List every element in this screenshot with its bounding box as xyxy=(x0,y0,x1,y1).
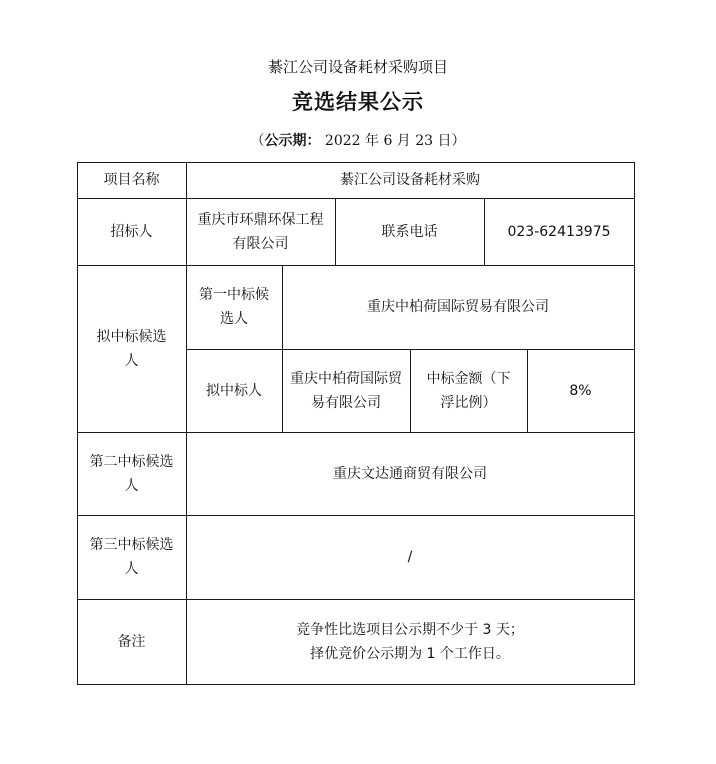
remarks-label: 备注 xyxy=(117,633,146,650)
third-candidate-label: 第三中标候选人 xyxy=(89,537,174,577)
date-label: 公示期： xyxy=(264,133,321,149)
contact-phone-label: 联系电话 xyxy=(381,223,438,240)
third-candidate-value: / xyxy=(407,549,413,565)
second-candidate-value: 重庆文达通商贸有限公司 xyxy=(333,465,487,482)
tenderer-label: 招标人 xyxy=(110,223,153,240)
bid-amount-value: 8% xyxy=(569,382,592,399)
first-candidate-value: 重庆中柏荷国际贸易有限公司 xyxy=(367,299,549,315)
publicity-date xyxy=(0,130,716,150)
first-candidate-label: 第一中标候选人 xyxy=(199,287,269,327)
bid-amount-label: 中标金额（下浮比例） xyxy=(426,370,511,411)
second-candidate-label: 第二中标候选人 xyxy=(89,453,174,494)
date-prefix: （ xyxy=(250,133,265,149)
contact-phone-value: 023-62413975 xyxy=(507,223,611,240)
proposed-winner-value: 重庆中柏荷国际贸易有限公司 xyxy=(290,370,402,411)
remarks-line-1: 竞争性比选项目公示期不少于 3 天； xyxy=(296,621,524,638)
remarks-line-2: 择优竞价公示期为 1 个工作日。 xyxy=(310,645,510,662)
date-value: 2022 年 6 月 23 日 xyxy=(320,133,452,149)
table-border-right xyxy=(634,162,635,685)
project-name-value: 綦江公司设备耗材采购 xyxy=(340,172,480,188)
remarks-value xyxy=(186,599,634,684)
date-suffix: ） xyxy=(451,133,466,149)
project-name-label: 项目名称 xyxy=(103,172,160,188)
document-title: 綦江公司设备耗材采购项目 xyxy=(267,58,448,76)
proposed-winner-group-label: 拟中标候选人 xyxy=(96,328,167,369)
tenderer-value: 重庆市环鼎环保工程有限公司 xyxy=(197,211,324,252)
table-border-bottom xyxy=(77,684,635,685)
document-subtitle: 竞选结果公示 xyxy=(292,90,424,114)
proposed-winner-label: 拟中标人 xyxy=(206,382,262,399)
